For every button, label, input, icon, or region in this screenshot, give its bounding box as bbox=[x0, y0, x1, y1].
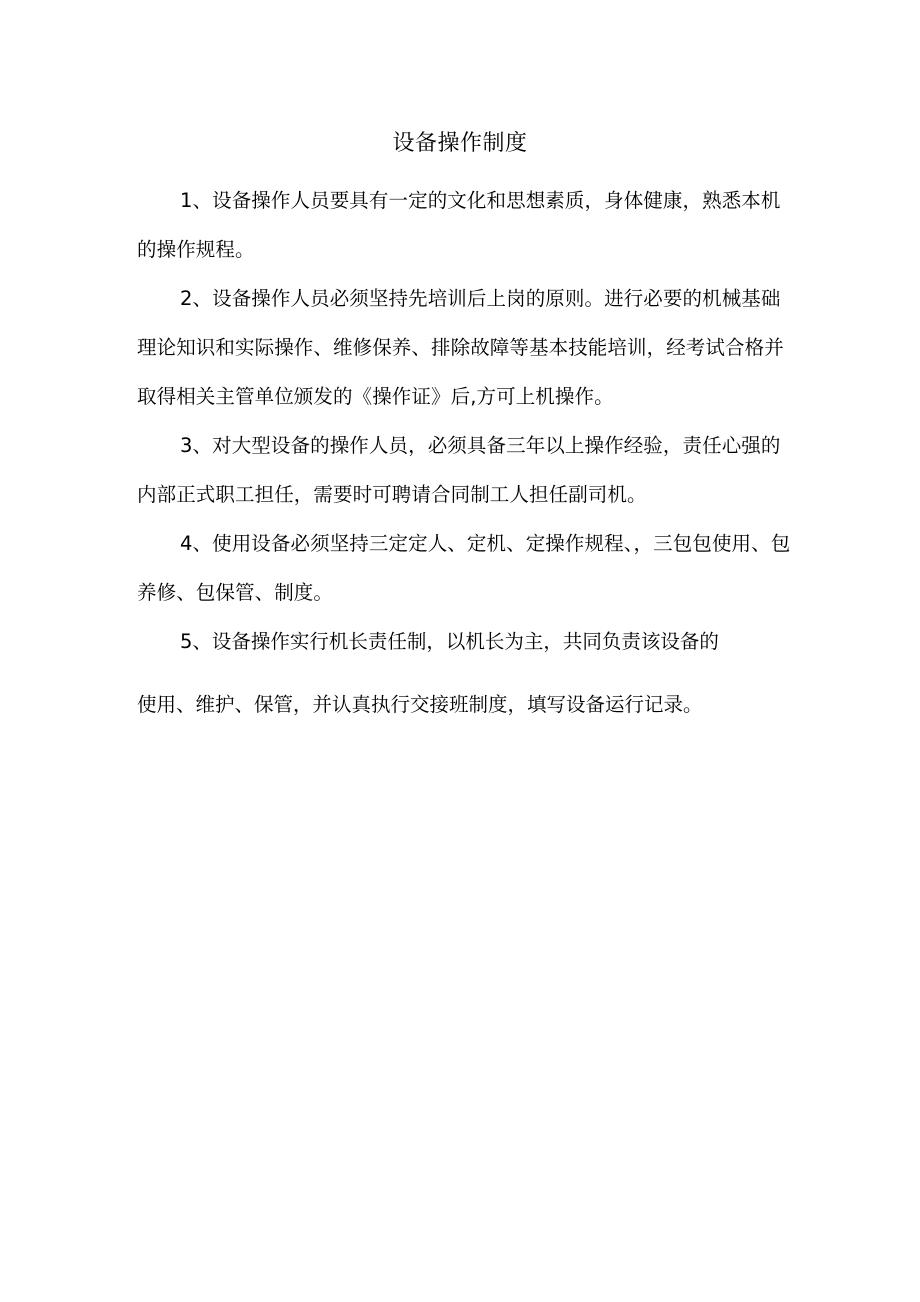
document-body bbox=[137, 176, 793, 720]
paragraph-item-2: 2、设备操作人员必须坚持先培训后上岗的原则。进行必要的机械基础理论知识和实际操作、维修保养、排除故障等基本技能培训，经考试合格并取得相关主管单位颁发的《操作证》后,方可上机操作。 bbox=[137, 287, 784, 408]
document-title: 设备操作制度 bbox=[392, 131, 528, 156]
paragraph-item-3: 3、对大型设备的操作人员，必须具备三年以上操作经验，责任心强的内部正式职工担任，需要时可聘请合同制工人担任副司机。 bbox=[137, 434, 781, 506]
paragraph-item-5-line-2: 使用、维护、保管，并认真执行交接班制度，填写设备运行记录。 bbox=[137, 693, 703, 716]
paragraph-item-5-line-1: 5、设备操作实行机长责任制，以机长为主，共同负责该设备的 bbox=[180, 630, 719, 653]
paragraph-item-1: 1、设备操作人员要具有一定的文化和思想素质，身体健康，熟悉本机的操作规程。 bbox=[137, 189, 781, 261]
paragraph-item-4: 4、使用设备必须坚持三定定人、定机、定操作规程、，三包包使用、包养修、包保管、制度。 bbox=[137, 532, 791, 604]
